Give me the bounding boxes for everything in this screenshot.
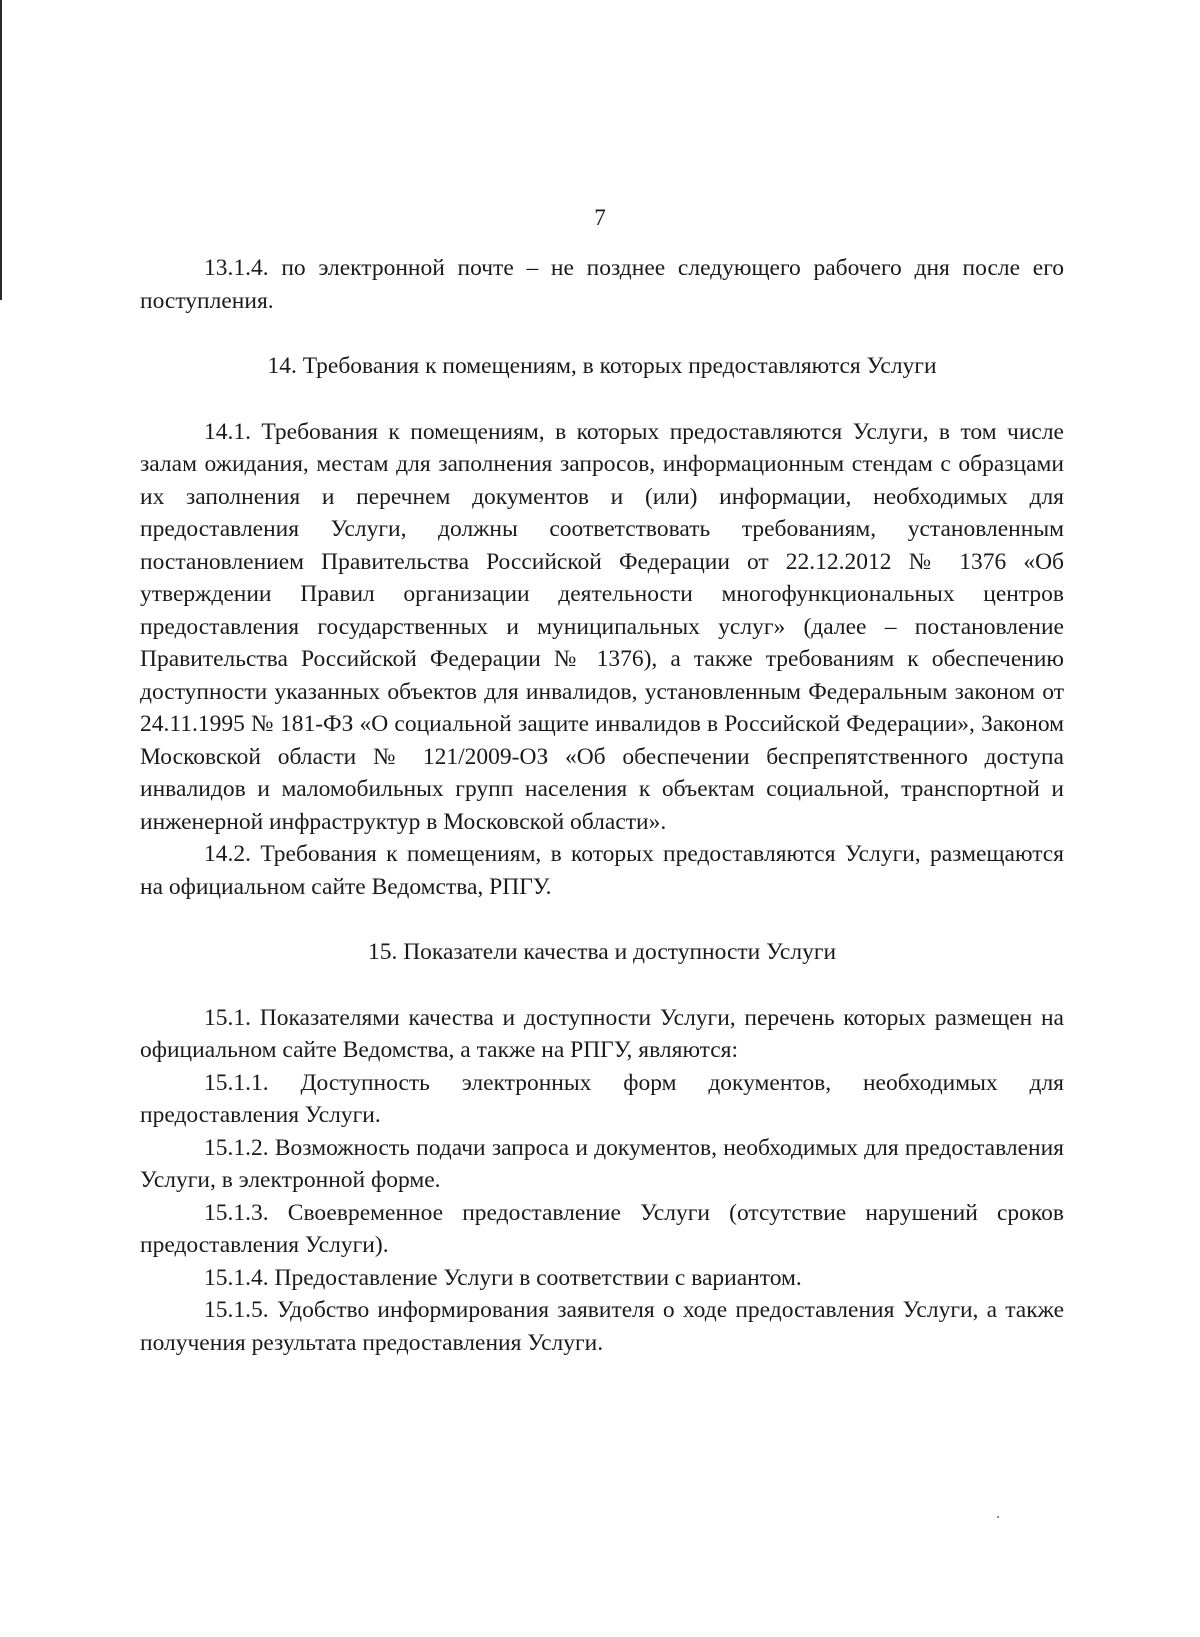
scan-left-edge <box>0 0 2 300</box>
paragraph-14-1: 14.1. Требования к помещениям, в которых предоставляются Услуги, в том числе залам ожидания, местам для заполнения запросов, информационным стендам с образцами их заполнения и перечнем документов и (или) информации, необходимых для предоставления Услуги, должны соответствовать требованиям, установленным постановлением Правительства Российской Федерации от 22.12.2012 № 1376 «Об утверждении Правил организации деятельности многофункциональных центров предоставления государственных и муниципальных услуг» (далее – постановление Правительства Российской Федерации № 1376), а также требованиям к обеспечению доступности указанных объектов для инвалидов, установленным Федеральным законом от 24.11.1995 № 181-ФЗ «О социальной защите инвалидов в Российской Федерации», Законом Московской области № 121/2009-ОЗ «Об обеспечении беспрепятственного доступа инвалидов и маломобильных групп населения к объектам социальной, транспортной и инженерной инфраструктур в Московской области». <box>140 418 1064 835</box>
document-body <box>140 252 1064 1359</box>
section-heading-14: 14. Требования к помещениям, в которых предоставляются Услуги <box>267 353 937 379</box>
paragraph-15-1-5: 15.1.5. Удобство информирования заявителя о ходе предоставления Услуги, а также получения результата предоставления Услуги. <box>140 1297 1064 1356</box>
paragraph-15-1-1: 15.1.1. Доступность электронных форм документов, необходимых для предоставления Услуги. <box>140 1069 1064 1128</box>
section-heading-15: 15. Показатели качества и доступности Услуги <box>367 939 837 965</box>
paragraph-15-1: 15.1. Показателями качества и доступности Услуги, перечень которых размещен на официальном сайте Ведомства, а также на РПГУ, являются: <box>140 1004 1064 1063</box>
scan-speck <box>997 1516 999 1518</box>
paragraph-15-1-3: 15.1.3. Своевременное предоставление Услуги (отсутствие нарушений сроков предоставления Услуги). <box>140 1199 1064 1258</box>
paragraph-13-1-4: 13.1.4. по электронной почте – не позднее следующего рабочего дня после его поступления. <box>140 255 1064 314</box>
paragraph-15-1-2: 15.1.2. Возможность подачи запроса и документов, необходимых для предоставления Услуги, в электронной форме. <box>140 1134 1064 1193</box>
page-number: 7 <box>594 205 606 230</box>
paragraph-14-2: 14.2. Требования к помещениям, в которых предоставляются Услуги, размещаются на официальном сайте Ведомства, РПГУ. <box>140 841 1064 900</box>
paragraph-15-1-4: 15.1.4. Предоставление Услуги в соответствии с вариантом. <box>204 1264 802 1291</box>
